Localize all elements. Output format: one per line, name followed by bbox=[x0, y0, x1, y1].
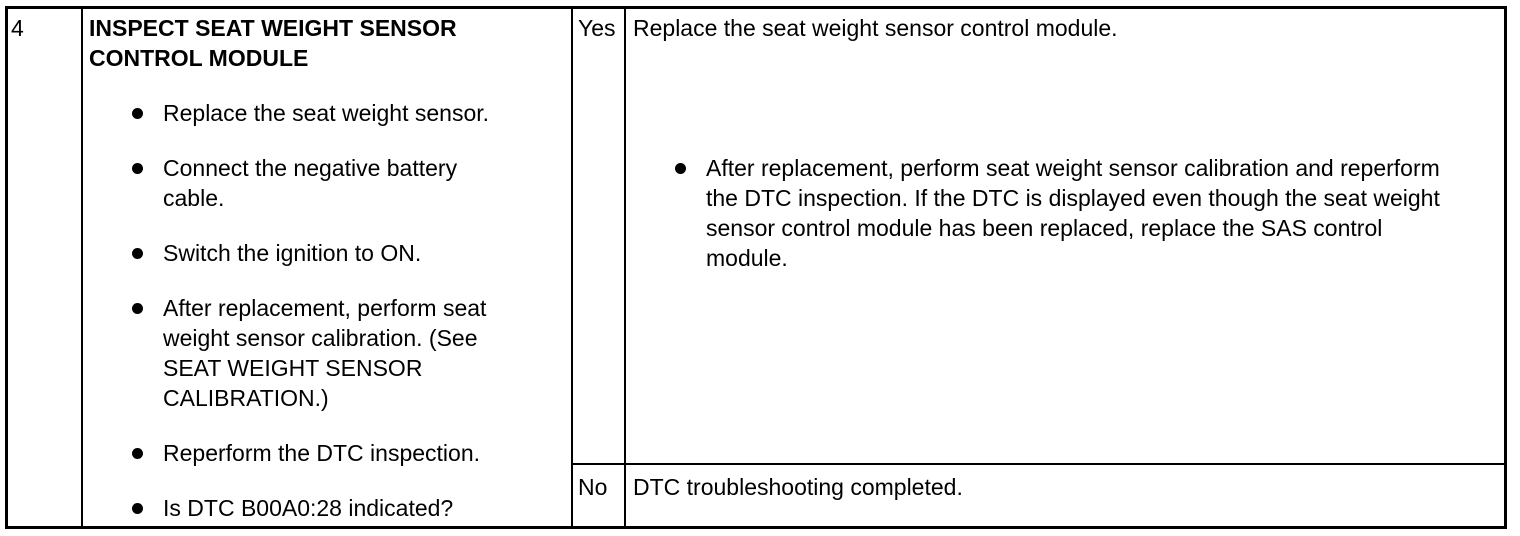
column-divider-result bbox=[571, 6, 573, 529]
result-yes-label: Yes bbox=[578, 15, 616, 41]
column-divider-action bbox=[624, 6, 626, 529]
action-item: Is DTC B00A0:28 indicated? bbox=[163, 495, 454, 521]
action-item: Switch the ignition to ON. bbox=[163, 240, 422, 266]
bullet-icon bbox=[132, 503, 143, 514]
step-title: INSPECT SEAT WEIGHT SENSOR CONTROL MODULE bbox=[89, 15, 457, 71]
no-action: DTC troubleshooting completed. bbox=[633, 474, 963, 500]
yes-action: Replace the seat weight sensor control module. bbox=[633, 15, 1118, 41]
bullet-icon bbox=[675, 163, 686, 174]
bullet-icon bbox=[132, 108, 143, 119]
bullet-icon bbox=[132, 448, 143, 459]
yes-note: After replacement, perform seat weight sensor calibration and reperform the DTC inspection. If the DTC is displayed even though the seat weight sensor control module has been replaced, replace the SAS control module. bbox=[706, 155, 1440, 271]
column-divider-step bbox=[81, 6, 83, 529]
result-no-label: No bbox=[578, 474, 608, 500]
row-divider-yes-no bbox=[571, 463, 1507, 465]
action-item: After replacement, perform seat weight sensor calibration. (See SEAT WEIGHT SENSOR CALIBRATION.) bbox=[163, 295, 487, 411]
step-number: 4 bbox=[11, 15, 24, 41]
bullet-icon bbox=[132, 303, 143, 314]
action-item: Reperform the DTC inspection. bbox=[163, 440, 481, 466]
bullet-icon bbox=[132, 248, 143, 259]
action-item: Replace the seat weight sensor. bbox=[163, 100, 490, 126]
action-item: Connect the negative battery cable. bbox=[163, 155, 458, 211]
bullet-icon bbox=[132, 163, 143, 174]
